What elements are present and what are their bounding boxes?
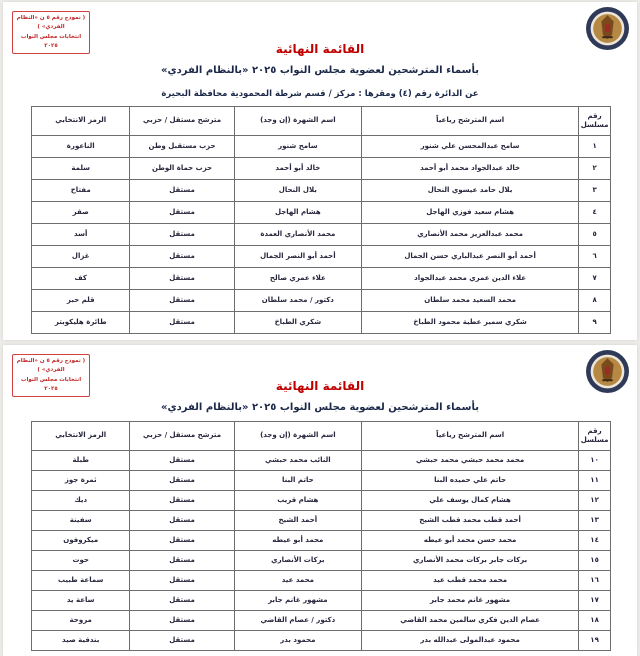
- cell-serial: ٨: [579, 290, 611, 312]
- cell-affiliation: مستقل: [130, 511, 234, 531]
- cell-symbol: قلم حبر: [32, 290, 130, 312]
- table-row: [32, 224, 611, 246]
- cell-candidate-name: مشهور غانم محمد جابر: [362, 591, 579, 611]
- cell-symbol: كف: [32, 268, 130, 290]
- cell-affiliation: مستقل: [130, 224, 234, 246]
- cell-symbol: بندقية صيد: [32, 631, 130, 651]
- header-symbol: الرمز الانتخابي: [32, 422, 130, 451]
- document-page-2: [3, 345, 637, 656]
- cell-serial: ١٥: [579, 551, 611, 571]
- cell-serial: ٥: [579, 224, 611, 246]
- cell-affiliation: مستقل: [130, 611, 234, 631]
- cell-symbol: صقر: [32, 202, 130, 224]
- cell-candidate-name: سامح عبدالمحسن علي شنور: [362, 136, 579, 158]
- cell-alias: مشهور غانم جابر: [234, 591, 361, 611]
- cell-alias: دكتور / عصام القاضي: [234, 611, 361, 631]
- cell-affiliation: مستقل: [130, 571, 234, 591]
- cell-alias: حاتم البنا: [234, 471, 361, 491]
- table-header-row: [32, 107, 611, 136]
- table-row: [32, 531, 611, 551]
- cell-symbol: غزال: [32, 246, 130, 268]
- cell-symbol: سفينة: [32, 511, 130, 531]
- document-page-1: [3, 2, 637, 340]
- header-affiliation: مترشح مستقل / حزبي: [130, 107, 234, 136]
- candidates-table-page2: [31, 421, 611, 651]
- page-title: القائمة النهائية: [275, 42, 365, 56]
- cell-alias: بركات الأنصاري: [234, 551, 361, 571]
- cell-symbol: سلمة: [32, 158, 130, 180]
- table-row: [32, 611, 611, 631]
- cell-candidate-name: محمد محمد حبشي محمد حبشي: [362, 451, 579, 471]
- cell-serial: ١: [579, 136, 611, 158]
- cell-affiliation: مستقل: [130, 180, 234, 202]
- cell-alias: شكري الطباخ: [234, 312, 361, 334]
- cell-affiliation: حزب حماة الوطن: [130, 158, 234, 180]
- cell-alias: دكتور / محمد سلطان: [234, 290, 361, 312]
- cell-alias: هشام قريب: [234, 491, 361, 511]
- cell-candidate-name: بلال حامد عيسوي النحال: [362, 180, 579, 202]
- cell-affiliation: حزب مستقبل وطن: [130, 136, 234, 158]
- cell-alias: محمد عيد: [234, 571, 361, 591]
- cell-affiliation: مستقل: [130, 451, 234, 471]
- cell-serial: ١٠: [579, 451, 611, 471]
- table-row: [32, 158, 611, 180]
- cell-symbol: مفتاح: [32, 180, 130, 202]
- table-row: [32, 202, 611, 224]
- cell-candidate-name: بركات جابر بركات محمد الأنصاري: [362, 551, 579, 571]
- cell-alias: علاء عمري صالح: [234, 268, 361, 290]
- cell-serial: ١٩: [579, 631, 611, 651]
- header-alias: اسم الشهرة (إن وجد): [234, 422, 361, 451]
- table-row: [32, 312, 611, 334]
- cell-candidate-name: هشام كمال يوسف علي: [362, 491, 579, 511]
- cell-serial: ١٧: [579, 591, 611, 611]
- header-serial: رقم مسلسل: [579, 422, 611, 451]
- table-row: [32, 268, 611, 290]
- cell-symbol: طائرة هليكوبتر: [32, 312, 130, 334]
- cell-affiliation: مستقل: [130, 551, 234, 571]
- table-row: [32, 290, 611, 312]
- cell-affiliation: مستقل: [130, 531, 234, 551]
- cell-affiliation: مستقل: [130, 268, 234, 290]
- cell-symbol: ساعة يد: [32, 591, 130, 611]
- table-row: [32, 571, 611, 591]
- cell-symbol: الناعورة: [32, 136, 130, 158]
- cell-serial: ١٢: [579, 491, 611, 511]
- table-row: [32, 451, 611, 471]
- cell-affiliation: مستقل: [130, 591, 234, 611]
- cell-serial: ٤: [579, 202, 611, 224]
- cell-candidate-name: علاء الدين عمري محمد عبدالجواد: [362, 268, 579, 290]
- table-row: [32, 551, 611, 571]
- header-candidate-name: اسم المترشح رباعياً: [362, 107, 579, 136]
- header-symbol: الرمز الانتخابي: [32, 107, 130, 136]
- cell-symbol: سماعة طبيب: [32, 571, 130, 591]
- form-number-line1: ( نموذج رقم ٥ ن «النظام الفردي» ): [16, 15, 86, 31]
- cell-affiliation: مستقل: [130, 202, 234, 224]
- cell-candidate-name: شكري سمير عطية محمود الطباخ: [362, 312, 579, 334]
- cell-serial: ١٦: [579, 571, 611, 591]
- table-row: [32, 471, 611, 491]
- header-alias: اسم الشهرة (إن وجد): [234, 107, 361, 136]
- cell-symbol: ديك: [32, 491, 130, 511]
- table-row: [32, 180, 611, 202]
- cell-candidate-name: محمد حسن محمد أبو عيطه: [362, 531, 579, 551]
- cell-alias: سامح شنور: [234, 136, 361, 158]
- cell-serial: ١٤: [579, 531, 611, 551]
- cell-serial: ٢: [579, 158, 611, 180]
- cell-affiliation: مستقل: [130, 312, 234, 334]
- candidates-table-page1: [31, 106, 611, 334]
- cell-candidate-name: حاتم علي حميده البنا: [362, 471, 579, 491]
- cell-symbol: أسد: [32, 224, 130, 246]
- cell-serial: ١٨: [579, 611, 611, 631]
- table-header-row: [32, 422, 611, 451]
- page-title: القائمة النهائية: [275, 379, 365, 393]
- header-serial: رقم مسلسل: [579, 107, 611, 136]
- cell-alias: محمود بدر: [234, 631, 361, 651]
- cell-serial: ٩: [579, 312, 611, 334]
- cell-affiliation: مستقل: [130, 290, 234, 312]
- cell-affiliation: مستقل: [130, 631, 234, 651]
- form-number-line2: انتخابات مجلس النواب ٢٠٢٥: [20, 33, 82, 50]
- cell-alias: خالد أبو أحمد: [234, 158, 361, 180]
- cell-candidate-name: أحمد قطب محمد قطب الشيخ: [362, 511, 579, 531]
- cell-candidate-name: هشام سعيد فوزي الهاجل: [362, 202, 579, 224]
- cell-affiliation: مستقل: [130, 491, 234, 511]
- cell-alias: محمد أبو عيطه: [234, 531, 361, 551]
- header-candidate-name: اسم المترشح رباعياً: [362, 422, 579, 451]
- cell-candidate-name: خالد عبدالجواد محمد أبو أحمد: [362, 158, 579, 180]
- cell-serial: ١١: [579, 471, 611, 491]
- table-row: [32, 246, 611, 268]
- cell-candidate-name: عصام الدين فكري سالمين محمد القاضي: [362, 611, 579, 631]
- table-row: [32, 631, 611, 651]
- cell-symbol: ثمرة جوز: [32, 471, 130, 491]
- cell-symbol: ميكروفون: [32, 531, 130, 551]
- cell-serial: ١٣: [579, 511, 611, 531]
- cell-affiliation: مستقل: [130, 471, 234, 491]
- cell-alias: هشام الهاجل: [234, 202, 361, 224]
- table-row: [32, 591, 611, 611]
- cell-symbol: طبلة: [32, 451, 130, 471]
- cell-candidate-name: محمود عبدالمولى عبدالله بدر: [362, 631, 579, 651]
- page-subtitle: بأسماء المترشحين لعضوية مجلس النواب ٢٠٢٥ «بالنظام الفردي»: [161, 65, 479, 76]
- cell-affiliation: مستقل: [130, 246, 234, 268]
- cell-alias: النائب محمد حبشي: [234, 451, 361, 471]
- table-row: [32, 511, 611, 531]
- cell-alias: أحمد أبو النصر الجمال: [234, 246, 361, 268]
- cell-serial: ٣: [579, 180, 611, 202]
- cell-alias: محمد الأنصاري العمدة: [234, 224, 361, 246]
- table-row: [32, 491, 611, 511]
- cell-candidate-name: أحمد أبو النصر عبدالباري حسن الجمال: [362, 246, 579, 268]
- table-row: [32, 136, 611, 158]
- cell-serial: ٧: [579, 268, 611, 290]
- district-line: عن الدائرة رقم (٤) ومقرها : مركز / قسم شرطة المحمودية محافظة البحيرة: [161, 89, 479, 99]
- form-number-line2: انتخابات مجلس النواب ٢٠٢٥: [20, 376, 82, 393]
- cell-serial: ٦: [579, 246, 611, 268]
- cell-symbol: مروحة: [32, 611, 130, 631]
- cell-symbol: حوت: [32, 551, 130, 571]
- cell-candidate-name: محمد السعيد محمد سلطان: [362, 290, 579, 312]
- form-number-line1: ( نموذج رقم ٥ ن «النظام الفردي» ): [16, 358, 86, 374]
- cell-alias: أحمد الشيخ: [234, 511, 361, 531]
- cell-candidate-name: محمد محمد قطب عيد: [362, 571, 579, 591]
- page-subtitle: بأسماء المترشحين لعضوية مجلس النواب ٢٠٢٥ «بالنظام الفردي»: [161, 402, 479, 413]
- cell-alias: بلال النحال: [234, 180, 361, 202]
- header-affiliation: مترشح مستقل / حزبي: [130, 422, 234, 451]
- cell-candidate-name: محمد عبدالعزيز محمد الأنصاري: [362, 224, 579, 246]
